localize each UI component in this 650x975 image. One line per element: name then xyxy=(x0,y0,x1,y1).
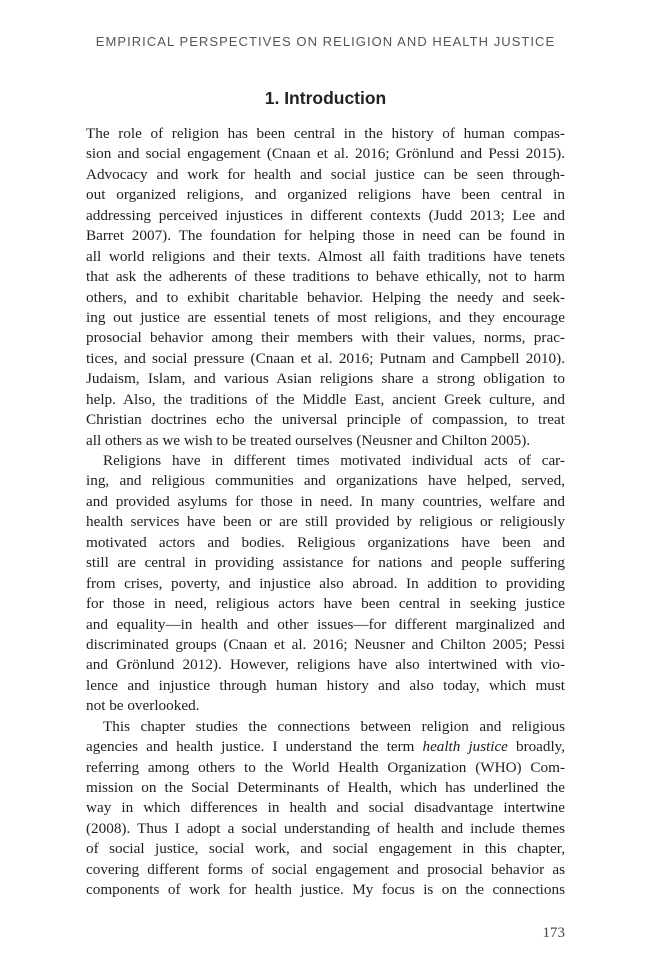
text-line: all others as we wish to be treated ourselves (Neusner and Chilton 2005). xyxy=(86,431,531,449)
text-line: still are central in providing assistance for nations and people suffering xyxy=(86,554,565,572)
text-line: covering different forms of social engagement and prosocial behavior as xyxy=(86,860,565,878)
italic-term: health justice xyxy=(422,739,508,756)
text-line: sion and social engagement (Cnaan et al. 2016; Grönlund and Pessi 2015). xyxy=(86,145,565,163)
text-line: for those in need, religious actors have been central in seeking justice xyxy=(86,595,565,613)
text-line: and provided asylums for those in need. In many countries, welfare and xyxy=(86,492,565,510)
page-number: 173 xyxy=(542,925,565,941)
text-line: Judaism, Islam, and various Asian religions share a strong obligation to xyxy=(86,370,565,388)
text-line: and equality—in health and other issues—for different marginalized and xyxy=(86,615,565,633)
text-line: ing out justice are essential tenets of most religions, and they encourage xyxy=(86,308,565,326)
text-line: This chapter studies the connections between religion and religious xyxy=(103,717,565,735)
text-line: Advocacy and work for health and social justice can be seen through- xyxy=(86,165,565,183)
text-line: help. Also, the traditions of the Middle East, ancient Greek culture, and xyxy=(86,390,565,408)
text-line: out organized religions, and organized religions have been central in xyxy=(86,186,565,204)
text-line: not be overlooked. xyxy=(86,697,200,715)
text-line: referring among others to the World Health Organization (WHO) Com- xyxy=(86,758,565,776)
text-line xyxy=(86,737,565,757)
text-segment: broadly, xyxy=(507,739,565,756)
text-line: Barret 2007). The foundation for helping those in need can be found in xyxy=(86,227,565,245)
text-line: and Grönlund 2012). However, religions have also intertwined with vio- xyxy=(86,656,565,674)
text-line: motivated actors and bodies. Religious organizations have been and xyxy=(86,533,565,551)
section-heading: 1. Introduction xyxy=(264,88,387,108)
text-line: Christian doctrines echo the universal principle of compassion, to treat xyxy=(86,411,565,429)
text-line: others, and to exhibit charitable behavior. Helping the needy and seek- xyxy=(86,288,565,306)
text-line: of social justice, social work, and social engagement in this chapter, xyxy=(86,840,565,858)
text-line: The role of religion has been central in the history of human compas- xyxy=(86,125,565,142)
text-segment: agencies and health justice. I understand the term xyxy=(86,739,423,756)
body-text xyxy=(86,124,565,901)
text-line: from crises, poverty, and injustice also abroad. In addition to providing xyxy=(86,574,565,592)
text-line: addressing perceived injustices in different contexts (Judd 2013; Lee and xyxy=(86,206,565,224)
text-line: lence and injustice through human history and also today, which must xyxy=(86,676,565,694)
text-line: health services have been or are still provided by religious or religiously xyxy=(86,513,565,531)
text-line: that ask the adherents of these traditions to behave ethically, not to harm xyxy=(86,268,565,286)
text-line: tices, and social pressure (Cnaan et al. 2016; Putnam and Campbell 2010). xyxy=(86,349,565,367)
text-line: Religions have in different times motivated individual acts of car- xyxy=(103,452,565,469)
text-line: components of work for health justice. My focus is on the connections xyxy=(86,881,565,899)
running-head: EMPIRICAL PERSPECTIVES ON RELIGION AND HEALTH JUSTICE xyxy=(95,34,556,49)
text-line: way in which differences in health and social disadvantage intertwine xyxy=(86,799,565,817)
text-line: all world religions and their texts. Almost all faith traditions have tenets xyxy=(86,247,565,265)
text-line: (2008). Thus I adopt a social understanding of health and include themes xyxy=(86,819,565,837)
text-line: mission on the Social Determinants of Health, which has underlined the xyxy=(86,779,565,796)
text-line: prosocial behavior among their members with their values, norms, prac- xyxy=(86,329,565,347)
text-line: ing, and religious communities and organizations have helped, served, xyxy=(86,472,565,490)
text-line: discriminated groups (Cnaan et al. 2016; Neusner and Chilton 2005; Pessi xyxy=(86,635,565,653)
